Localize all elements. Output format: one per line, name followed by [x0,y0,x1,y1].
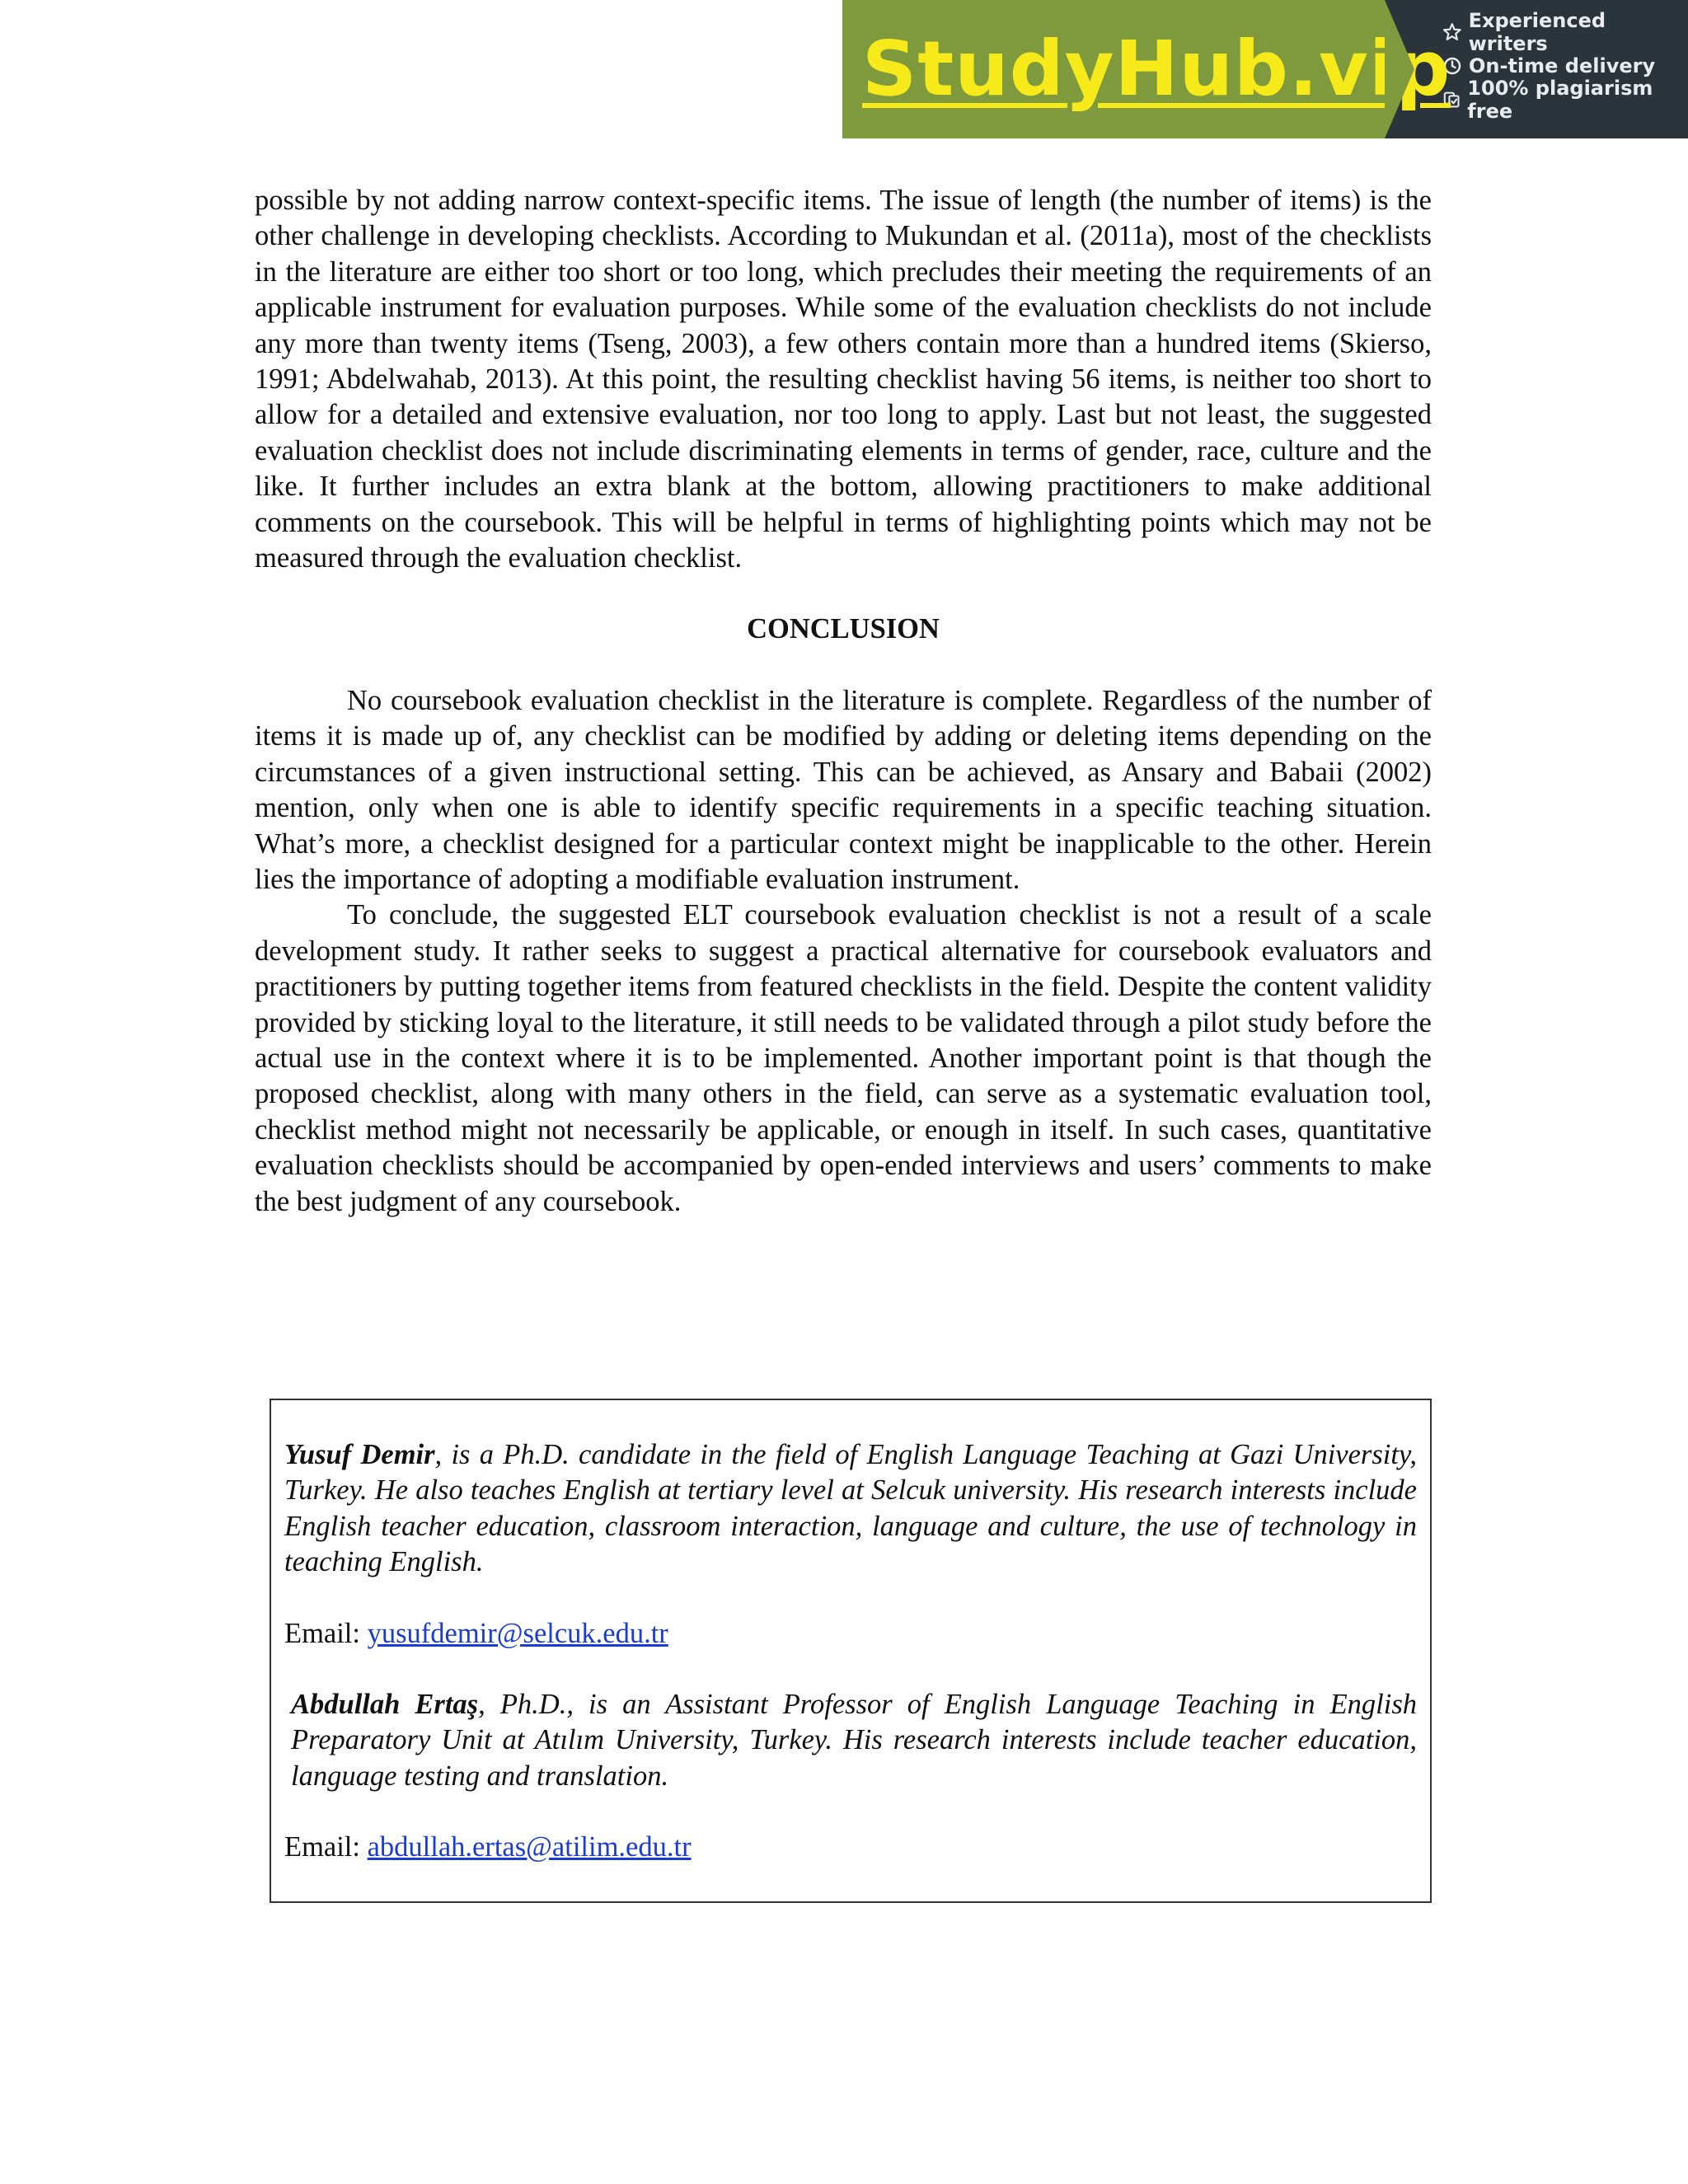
feature-text: On-time delivery [1469,54,1656,77]
paragraph-conclusion-1: No coursebook evaluation checklist in the literature is complete. Regardless of the number of items it is made up of, any checklist can be modified by adding or deleting items depending on the circumstances of a given instructional setting. This can be achieved, as Ansary and Babaii (2002) mention, only when one is able to identify specific requirements in a specific teaching situation. What’s more, a checklist designed for a particular context might be inapplicable to the other. Herein lies the importance of adopting a modifiable evaluation instrument. [255,684,1432,895]
paragraph-length-discussion: possible by not adding narrow context-specific items. The issue of length (the number of items) is the other challenge in developing checklists. According to Mukundan et al. (2011a), most of the checklists in the literature are either too short or too long, which precludes their meeting the requirements of an applicable instrument for evaluation purposes. While some of the evaluation checklists do not include any more than twenty items (Tseng, 2003), a few others contain more than a hundred items (Skierso, 1991; Abdelwahab, 2013). At this point, the resulting checklist having 56 items, is neither too short to allow for a detailed and extensive evaluation, nor too long to apply. Last but not least, the suggested evaluation checklist does not include discriminating elements in terms of gender, race, culture and the like. It further includes an extra blank at the bottom, allowing practitioners to make additional comments on the coursebook. This will be helpful in terms of highlighting points which may not be measured through the evaluation checklist. [255,185,1432,574]
article-body [255,183,1432,1220]
studyhub-logo[interactable] [842,0,1451,138]
email-link-abdullah-ertas[interactable]: abdullah.ertas@atilim.edu.tr [367,1831,692,1863]
email-label: Email: [284,1831,368,1863]
feature-experienced-writers [1442,8,1688,55]
studyhub-banner[interactable] [842,0,1688,138]
author-name: Abdullah Ertaş [291,1689,479,1721]
email-link-yusufdemir[interactable]: yusufdemir@selcuk.edu.tr [367,1617,668,1649]
email-line [284,1616,1417,1652]
section-heading-conclusion: CONCLUSION [747,613,940,645]
bio-yusuf-demir [284,1437,1417,1581]
feature-text: 100% plagiarism free [1467,76,1653,123]
bio-text: , Ph.D., is an Assistant Professor of English Language Teaching in English Preparatory Unit at Atılım University, Turkey. His research interests include teacher education, language testing and translation. [291,1689,1417,1792]
author-name: Yusuf Demir [284,1439,435,1470]
feature-plagiarism-free [1442,76,1688,123]
email-line [284,1830,1417,1865]
email-label: Email: [284,1617,368,1649]
logo-text: StudyHub.vip [862,25,1451,113]
feature-on-time-delivery [1442,52,1688,79]
paragraph-conclusion-2: To conclude, the suggested ELT coursebook evaluation checklist is not a result of a scale development study. It rather seeks to suggest a practical alternative for coursebook evaluators and practitioners by putting together items from featured checklists in the field. Despite the content validity provided by sticking loyal to the literature, it still needs to be validated through a pilot study before the actual use in the context where it is to be implemented. Another important point is that though the proposed checklist, along with many others in the field, can serve as a systematic evaluation tool, checklist method might not necessarily be applicable, or enough in itself. In such cases, quantitative evaluation checklists should be accompanied by open-ended interviews and users’ comments to make the best judgment of any coursebook. [255,899,1432,1217]
author-bio-box [270,1399,1432,1903]
feature-text: Experienced writers [1468,8,1606,55]
bio-abdullah-ertas [284,1687,1417,1794]
bio-text: , is a Ph.D. candidate in the field of English Language Teaching at Gazi University, Turkey. He also teaches English at tertiary level at Selcuk university. His research interests include English teacher education, classroom interaction, language and culture, the use of technology in teaching English. [284,1439,1417,1578]
